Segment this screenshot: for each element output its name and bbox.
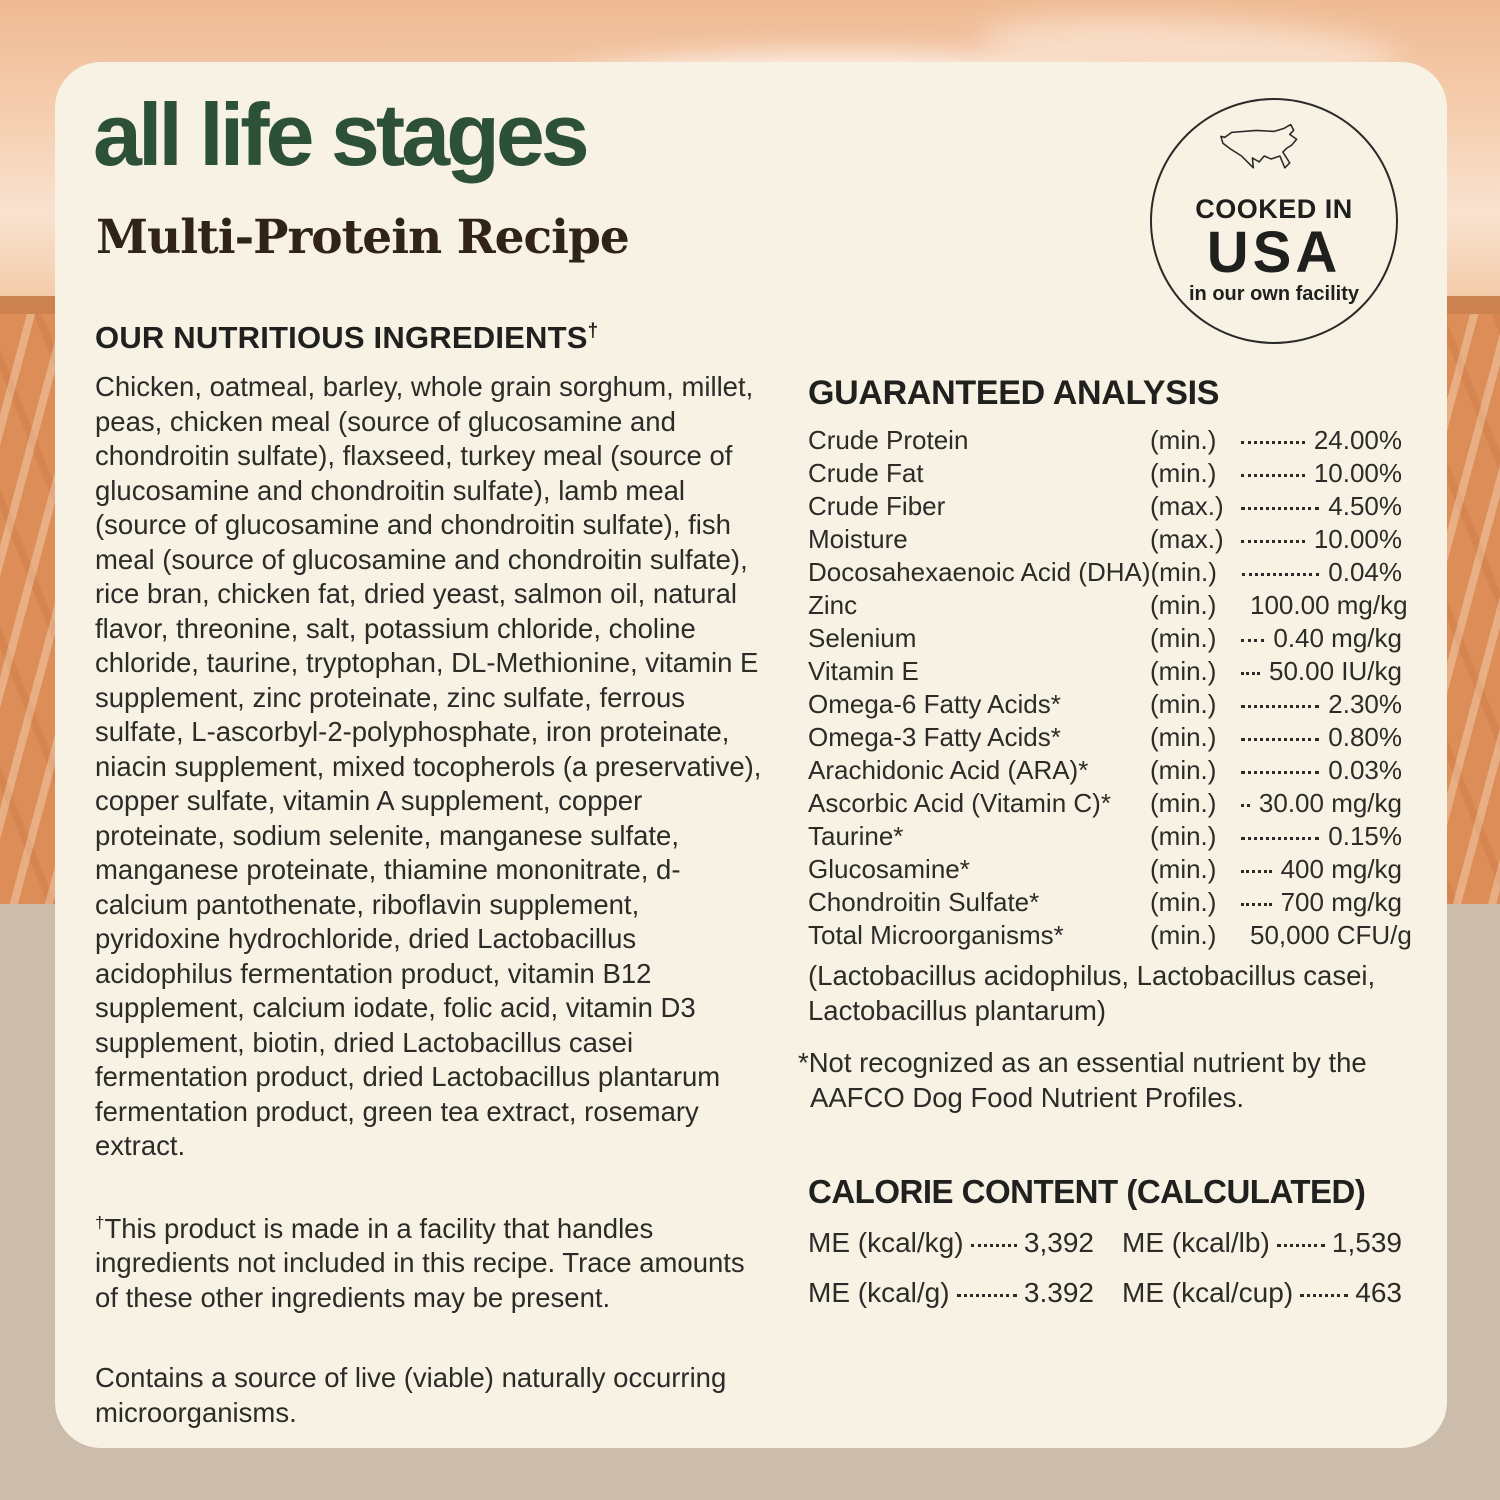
- badge-facility-text: in our own facility: [1188, 283, 1359, 305]
- ingredients-heading-text: OUR NUTRITIOUS INGREDIENTS: [95, 320, 588, 355]
- calorie-label: ME (kcal/kg): [808, 1227, 964, 1258]
- dotted-leader: [1241, 738, 1319, 741]
- dotted-leader: [1241, 804, 1250, 807]
- ga-value: 24.00%: [1313, 425, 1402, 455]
- dotted-leader: [1241, 507, 1319, 510]
- ga-nutrient-label: Zinc: [808, 590, 858, 620]
- ga-nutrient-label: Crude Protein: [808, 425, 969, 455]
- ga-value: 0.40 mg/kg: [1273, 623, 1402, 653]
- calorie-entry: [1122, 1227, 1402, 1267]
- ga-qualifier: (max.): [1150, 491, 1224, 521]
- ga-row: [808, 557, 1402, 590]
- calorie-entry: [808, 1227, 1094, 1267]
- ingredients-heading: [95, 320, 771, 356]
- ga-row: [808, 458, 1402, 491]
- ga-row: [808, 689, 1402, 722]
- ga-nutrient-label: Ascorbic Acid (Vitamin C)*: [808, 788, 1111, 818]
- product-label-card: [55, 62, 1447, 1448]
- cooked-in-usa-badge: [1150, 98, 1398, 344]
- dotted-leader: [1241, 705, 1319, 708]
- ga-row: [808, 425, 1402, 458]
- calorie-value: 1,539: [1331, 1227, 1402, 1258]
- ga-qualifier: (min.): [1150, 821, 1217, 851]
- dotted-leader: [1241, 639, 1264, 642]
- ga-value: 30.00 mg/kg: [1258, 788, 1402, 818]
- ga-nutrient-label: Crude Fat: [808, 458, 924, 488]
- ga-nutrient-label: Vitamin E: [808, 656, 919, 686]
- ingredients-list-text: Chicken, oatmeal, barley, whole grain sorghum, millet, peas, chicken meal (source of glucosamine and chondroitin sulfate), flaxseed, turkey meal (source of glucosamine and chondroitin sulfate), lamb meal (source of glucosamine and chondroitin sulfate), fish meal (source of glucosamine and chondroitin sulfate), rice bran, chicken fat, dried yeast, salmon oil, natural flavor, threonine, salt, potassium chloride, choline chloride, taurine, tryptophan, DL-Methionine, vitamin E supplement, zinc proteinate, zinc sulfate, ferrous sulfate, L-ascorbyl-2-polyphosphate, iron proteinate, niacin supplement, mixed tocopherols (a preservative), copper sulfate, vitamin A supplement, copper proteinate, sodium selenite, manganese sulfate, manganese proteinate, thiamine mononitrate, d-calcium pantothenate, riboflavin supplement, pyridoxine hydrochloride, dried Lactobacillus acidophilus fermentation product, vitamin B12 supplement, calcium iodate, folic acid, vitamin D3 supplement, biotin, dried Lactobacillus casei fermentation product, dried Lactobacillus plantarum fermentation product, green tea extract, rosemary extract.: [95, 371, 762, 1161]
- live-microorganisms-note: Contains a source of live (viable) naturally occurring microorganisms.: [95, 1362, 727, 1428]
- badge-usa-text: USA: [1206, 220, 1342, 285]
- facility-footnote: [95, 1206, 771, 1316]
- ga-value: 0.80%: [1328, 722, 1402, 752]
- ga-value: 4.50%: [1328, 491, 1402, 521]
- ga-row: [808, 854, 1402, 887]
- product-subtitle: Multi-Protein Recipe: [96, 210, 629, 265]
- dotted-leader: [1241, 903, 1272, 906]
- dotted-leader: [1300, 1294, 1348, 1297]
- calorie-value: 3,392: [1023, 1227, 1094, 1258]
- ingredients-column: [95, 320, 771, 1430]
- ga-qualifier: (min.): [1150, 755, 1217, 785]
- ga-qualifier: (min.): [1150, 425, 1217, 455]
- dotted-leader: [957, 1294, 1017, 1297]
- calorie-label: ME (kcal/g): [808, 1277, 950, 1308]
- ga-nutrient-label: Moisture: [808, 524, 908, 554]
- ga-row: [808, 656, 1402, 689]
- ga-value: 0.04%: [1328, 557, 1402, 587]
- dotted-leader: [1277, 1244, 1325, 1247]
- ga-value: 100.00 mg/kg: [1250, 590, 1408, 620]
- ga-nutrient-label: Crude Fiber: [808, 491, 946, 521]
- calorie-label: ME (kcal/cup): [1122, 1277, 1294, 1308]
- ga-qualifier: (min.): [1150, 887, 1217, 917]
- ga-qualifier: (min.): [1150, 788, 1217, 818]
- ga-row: [808, 788, 1402, 821]
- ga-qualifier: (min.): [1150, 458, 1217, 488]
- calorie-value: 463: [1355, 1277, 1402, 1308]
- ga-value: 10.00%: [1313, 524, 1402, 554]
- ga-nutrient-label: Total Microorganisms*: [808, 920, 1064, 950]
- ga-nutrient-label: Omega-3 Fatty Acids*: [808, 722, 1061, 752]
- dotted-leader: [1241, 540, 1305, 543]
- usa-map-outline-icon: [1215, 120, 1333, 192]
- analysis-column: [798, 374, 1412, 1317]
- ga-qualifier: (min.): [1150, 689, 1217, 719]
- product-title: all life stages: [93, 85, 586, 184]
- dotted-leader: [1241, 441, 1305, 444]
- ga-row: [808, 623, 1402, 656]
- calorie-entry: [1122, 1277, 1402, 1317]
- calorie-entry: [808, 1277, 1094, 1317]
- ga-nutrient-label: Chondroitin Sulfate*: [808, 887, 1040, 917]
- ga-value: 50.00 IU/kg: [1269, 656, 1402, 686]
- calorie-label: ME (kcal/lb): [1122, 1227, 1270, 1258]
- ga-row: [808, 524, 1402, 557]
- ga-qualifier: (min.): [1150, 656, 1217, 686]
- ga-row: [808, 920, 1412, 953]
- ga-value: 400 mg/kg: [1280, 854, 1402, 884]
- ga-row: [808, 722, 1402, 755]
- ga-value: 0.15%: [1328, 821, 1402, 851]
- ga-value: 50,000 CFU/g: [1250, 920, 1412, 950]
- dotted-leader: [1241, 771, 1319, 774]
- dotted-leader: [1241, 672, 1260, 675]
- ga-row: [808, 491, 1402, 524]
- ga-qualifier: (min.): [1150, 590, 1217, 620]
- dotted-leader: [1241, 474, 1305, 477]
- ga-qualifier: (max.): [1150, 524, 1224, 554]
- dotted-leader: [1241, 837, 1319, 840]
- ga-row: [808, 590, 1408, 623]
- ga-value: 2.30%: [1328, 689, 1402, 719]
- dotted-leader: [1242, 573, 1320, 576]
- ga-value: 0.03%: [1328, 755, 1402, 785]
- ga-qualifier: (min.): [1150, 623, 1217, 653]
- ga-qualifier: (min.): [1150, 920, 1217, 950]
- facility-footnote-text: This product is made in a facility that handles ingredients not included in this recipe. Trace amounts of these other ingredients may be present.: [95, 1212, 745, 1313]
- dagger-symbol: †: [95, 1212, 105, 1232]
- dotted-leader: [1241, 870, 1272, 873]
- dagger-symbol: †: [587, 320, 599, 342]
- ga-nutrient-label: Glucosamine*: [808, 854, 970, 884]
- ga-row: [808, 887, 1402, 920]
- ga-nutrient-label: Selenium: [808, 623, 917, 653]
- ga-nutrient-label: Omega-6 Fatty Acids*: [808, 689, 1061, 719]
- ga-nutrient-label: Arachidonic Acid (ARA)*: [808, 755, 1089, 785]
- microorganisms-species-note: (Lactobacillus acidophilus, Lactobacillus casei, Lactobacillus plantarum): [808, 960, 1376, 1026]
- ga-qualifier: (min.): [1150, 557, 1217, 587]
- ga-qualifier: (min.): [1150, 722, 1217, 752]
- badge-cooked-in-text: COOKED IN: [1195, 194, 1353, 224]
- ga-nutrient-label: Docosahexaenoic Acid (DHA): [808, 557, 1151, 587]
- guaranteed-analysis-heading: GUARANTEED ANALYSIS: [808, 374, 1220, 412]
- ga-row: [808, 755, 1402, 788]
- ga-row: [808, 821, 1402, 854]
- calorie-value: 3.392: [1023, 1277, 1094, 1308]
- ga-value: 10.00%: [1313, 458, 1402, 488]
- ga-value: 700 mg/kg: [1280, 887, 1402, 917]
- dotted-leader: [971, 1244, 1017, 1247]
- ga-nutrient-label: Taurine*: [808, 821, 904, 851]
- calorie-content-heading: CALORIE CONTENT (CALCULATED): [808, 1173, 1366, 1210]
- ga-qualifier: (min.): [1150, 854, 1217, 884]
- ga-rows: [808, 425, 1412, 953]
- calorie-grid: [808, 1227, 1402, 1317]
- aafco-footnote: *Not recognized as an essential nutrient by the AAFCO Dog Food Nutrient Profiles.: [798, 1047, 1367, 1113]
